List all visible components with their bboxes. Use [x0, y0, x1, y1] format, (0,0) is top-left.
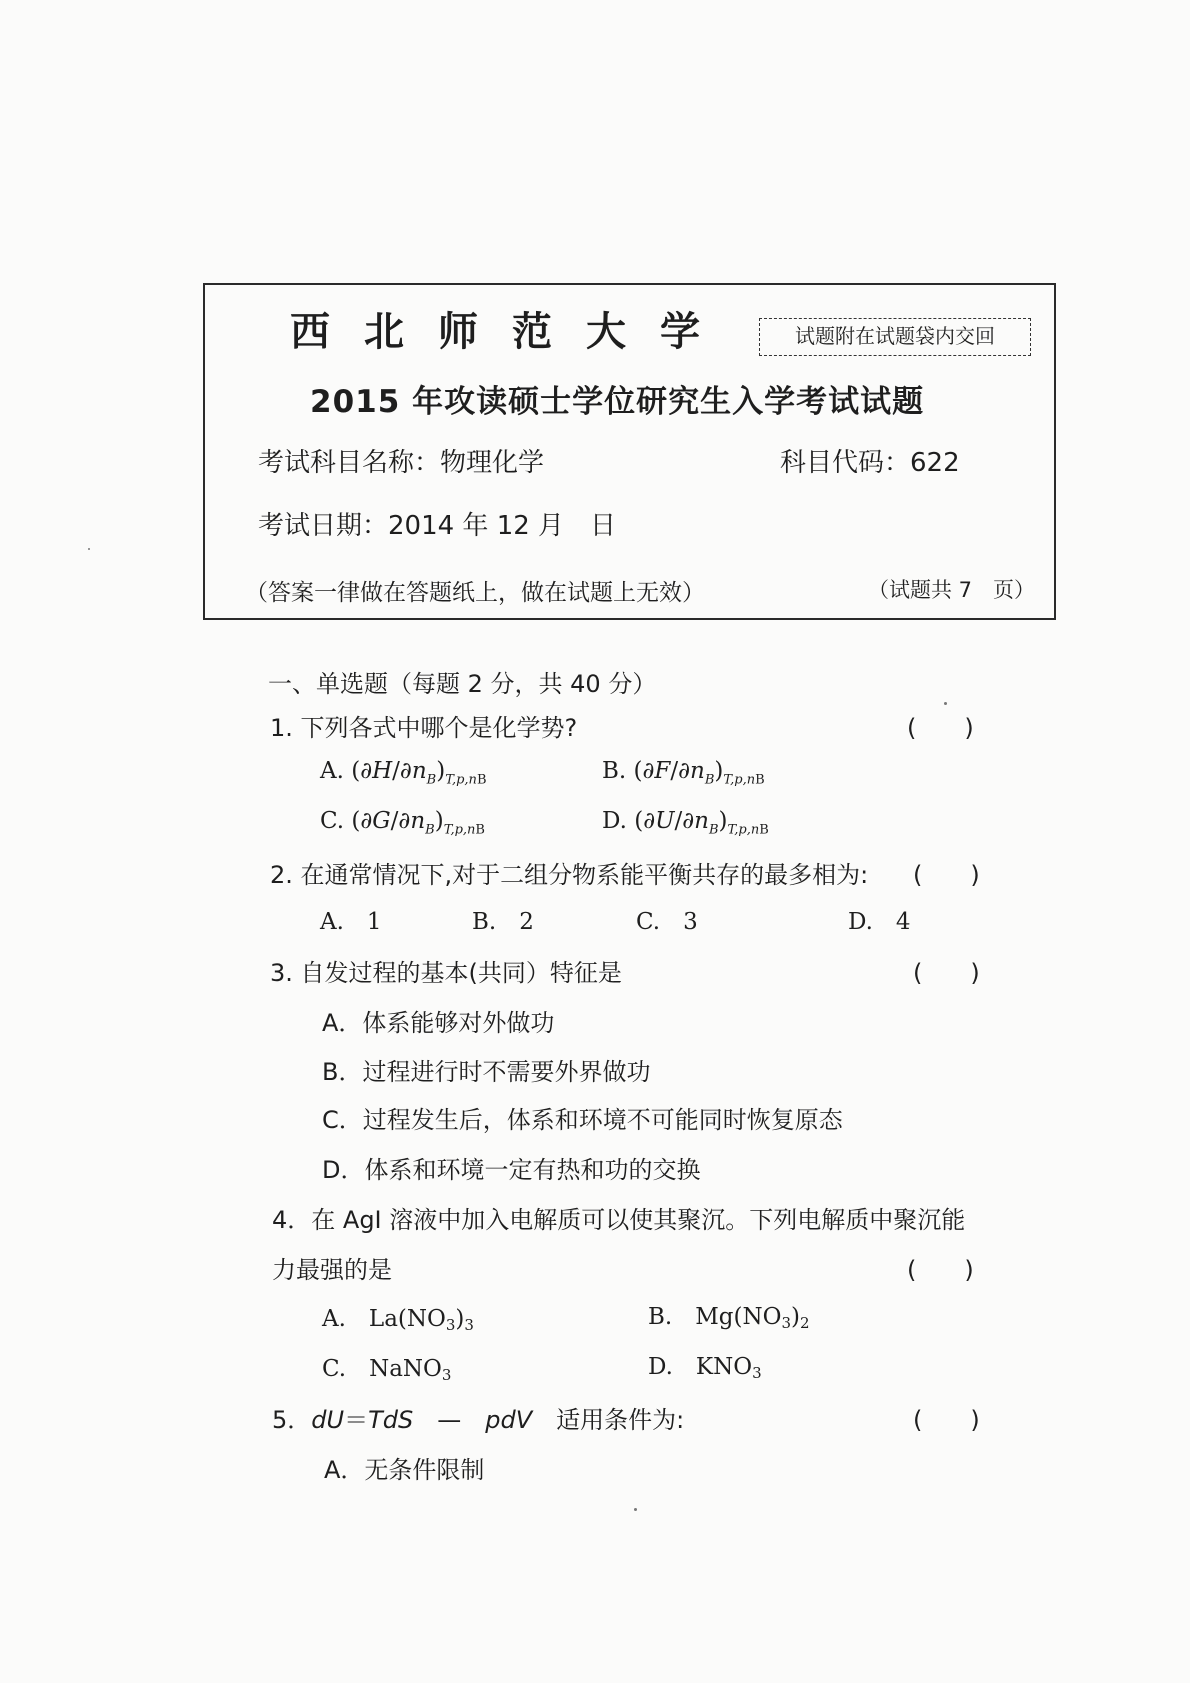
- university-name: 西北师范大学: [290, 309, 734, 355]
- question-1-stem: 1. 下列各式中哪个是化学势?: [270, 714, 578, 742]
- question-2-answer-paren: ( ): [913, 861, 980, 889]
- subject-name: 考试科目名称：物理化学: [258, 448, 545, 478]
- question-1-option-b: B. $(\partial F/\partial n_B)_{T,p,nB}$: [602, 758, 765, 788]
- question-4-stem-line2: 力最强的是: [272, 1256, 392, 1284]
- exam-date: 考试日期：2014 年 12 月 日: [258, 511, 617, 541]
- question-4-option-c: C. NaNO3: [322, 1356, 452, 1384]
- question-3-option-a: A．体系能够对外做功: [322, 1009, 555, 1037]
- question-4-stem-line1: 4．在 AgI 溶液中加入电解质可以使其聚沉。下列电解质中聚沉能: [272, 1206, 966, 1234]
- question-3-option-c: C．过程发生后，体系和环境不可能同时恢复原态: [322, 1106, 843, 1134]
- exam-title: 2015 年攻读硕士学位研究生入学考试试题: [310, 384, 925, 420]
- question-1-option-d: D. $(\partial U/\partial n_B)_{T,p,nB}$: [602, 808, 769, 838]
- scan-speck: [88, 548, 90, 550]
- question-4-option-d: D. KNO3: [648, 1354, 762, 1382]
- pages-note: （试题共 7 页）: [868, 578, 1036, 602]
- question-4-option-b: B. Mg(NO3)2: [648, 1304, 810, 1332]
- question-2-option-b: B. 2: [472, 909, 534, 935]
- question-5-stem: 5．dU＝TdS — pdV 适用条件为:: [272, 1406, 685, 1434]
- question-1-answer-paren: ( ): [907, 714, 974, 742]
- question-3-stem: 3. 自发过程的基本(共同）特征是: [270, 959, 622, 987]
- question-3-option-b: B．过程进行时不需要外界做功: [322, 1058, 651, 1086]
- question-1-option-c: C. $(\partial G/\partial n_B)_{T,p,nB}$: [320, 808, 485, 838]
- question-2-option-d: D. 4: [848, 909, 911, 935]
- scan-speck: [634, 1508, 637, 1511]
- subject-code: 科目代码：622: [780, 448, 960, 478]
- section-title: 一、单选题（每题 2 分，共 40 分）: [268, 670, 657, 698]
- question-3-option-d: D．体系和环境一定有热和功的交换: [322, 1156, 701, 1184]
- question-1-option-a: A. $(\partial H/\partial n_B)_{T,p,nB}$: [320, 758, 487, 788]
- answer-note: （答案一律做在答题纸上，做在试题上无效）: [245, 580, 705, 606]
- scan-speck: [944, 702, 947, 705]
- question-4-option-a: A. La(NO3)3: [322, 1306, 474, 1334]
- question-4-answer-paren: ( ): [907, 1256, 974, 1284]
- submission-stamp: 试题附在试题袋内交回: [759, 318, 1031, 356]
- question-2-stem: 2. 在通常情况下,对于二组分物系能平衡共存的最多相为:: [270, 861, 869, 889]
- question-3-answer-paren: ( ): [913, 959, 980, 987]
- question-2-option-c: C. 3: [636, 909, 698, 935]
- question-5-option-a: A．无条件限制: [324, 1456, 485, 1484]
- question-2-option-a: A. 1: [320, 909, 382, 935]
- question-5-answer-paren: ( ): [913, 1406, 980, 1434]
